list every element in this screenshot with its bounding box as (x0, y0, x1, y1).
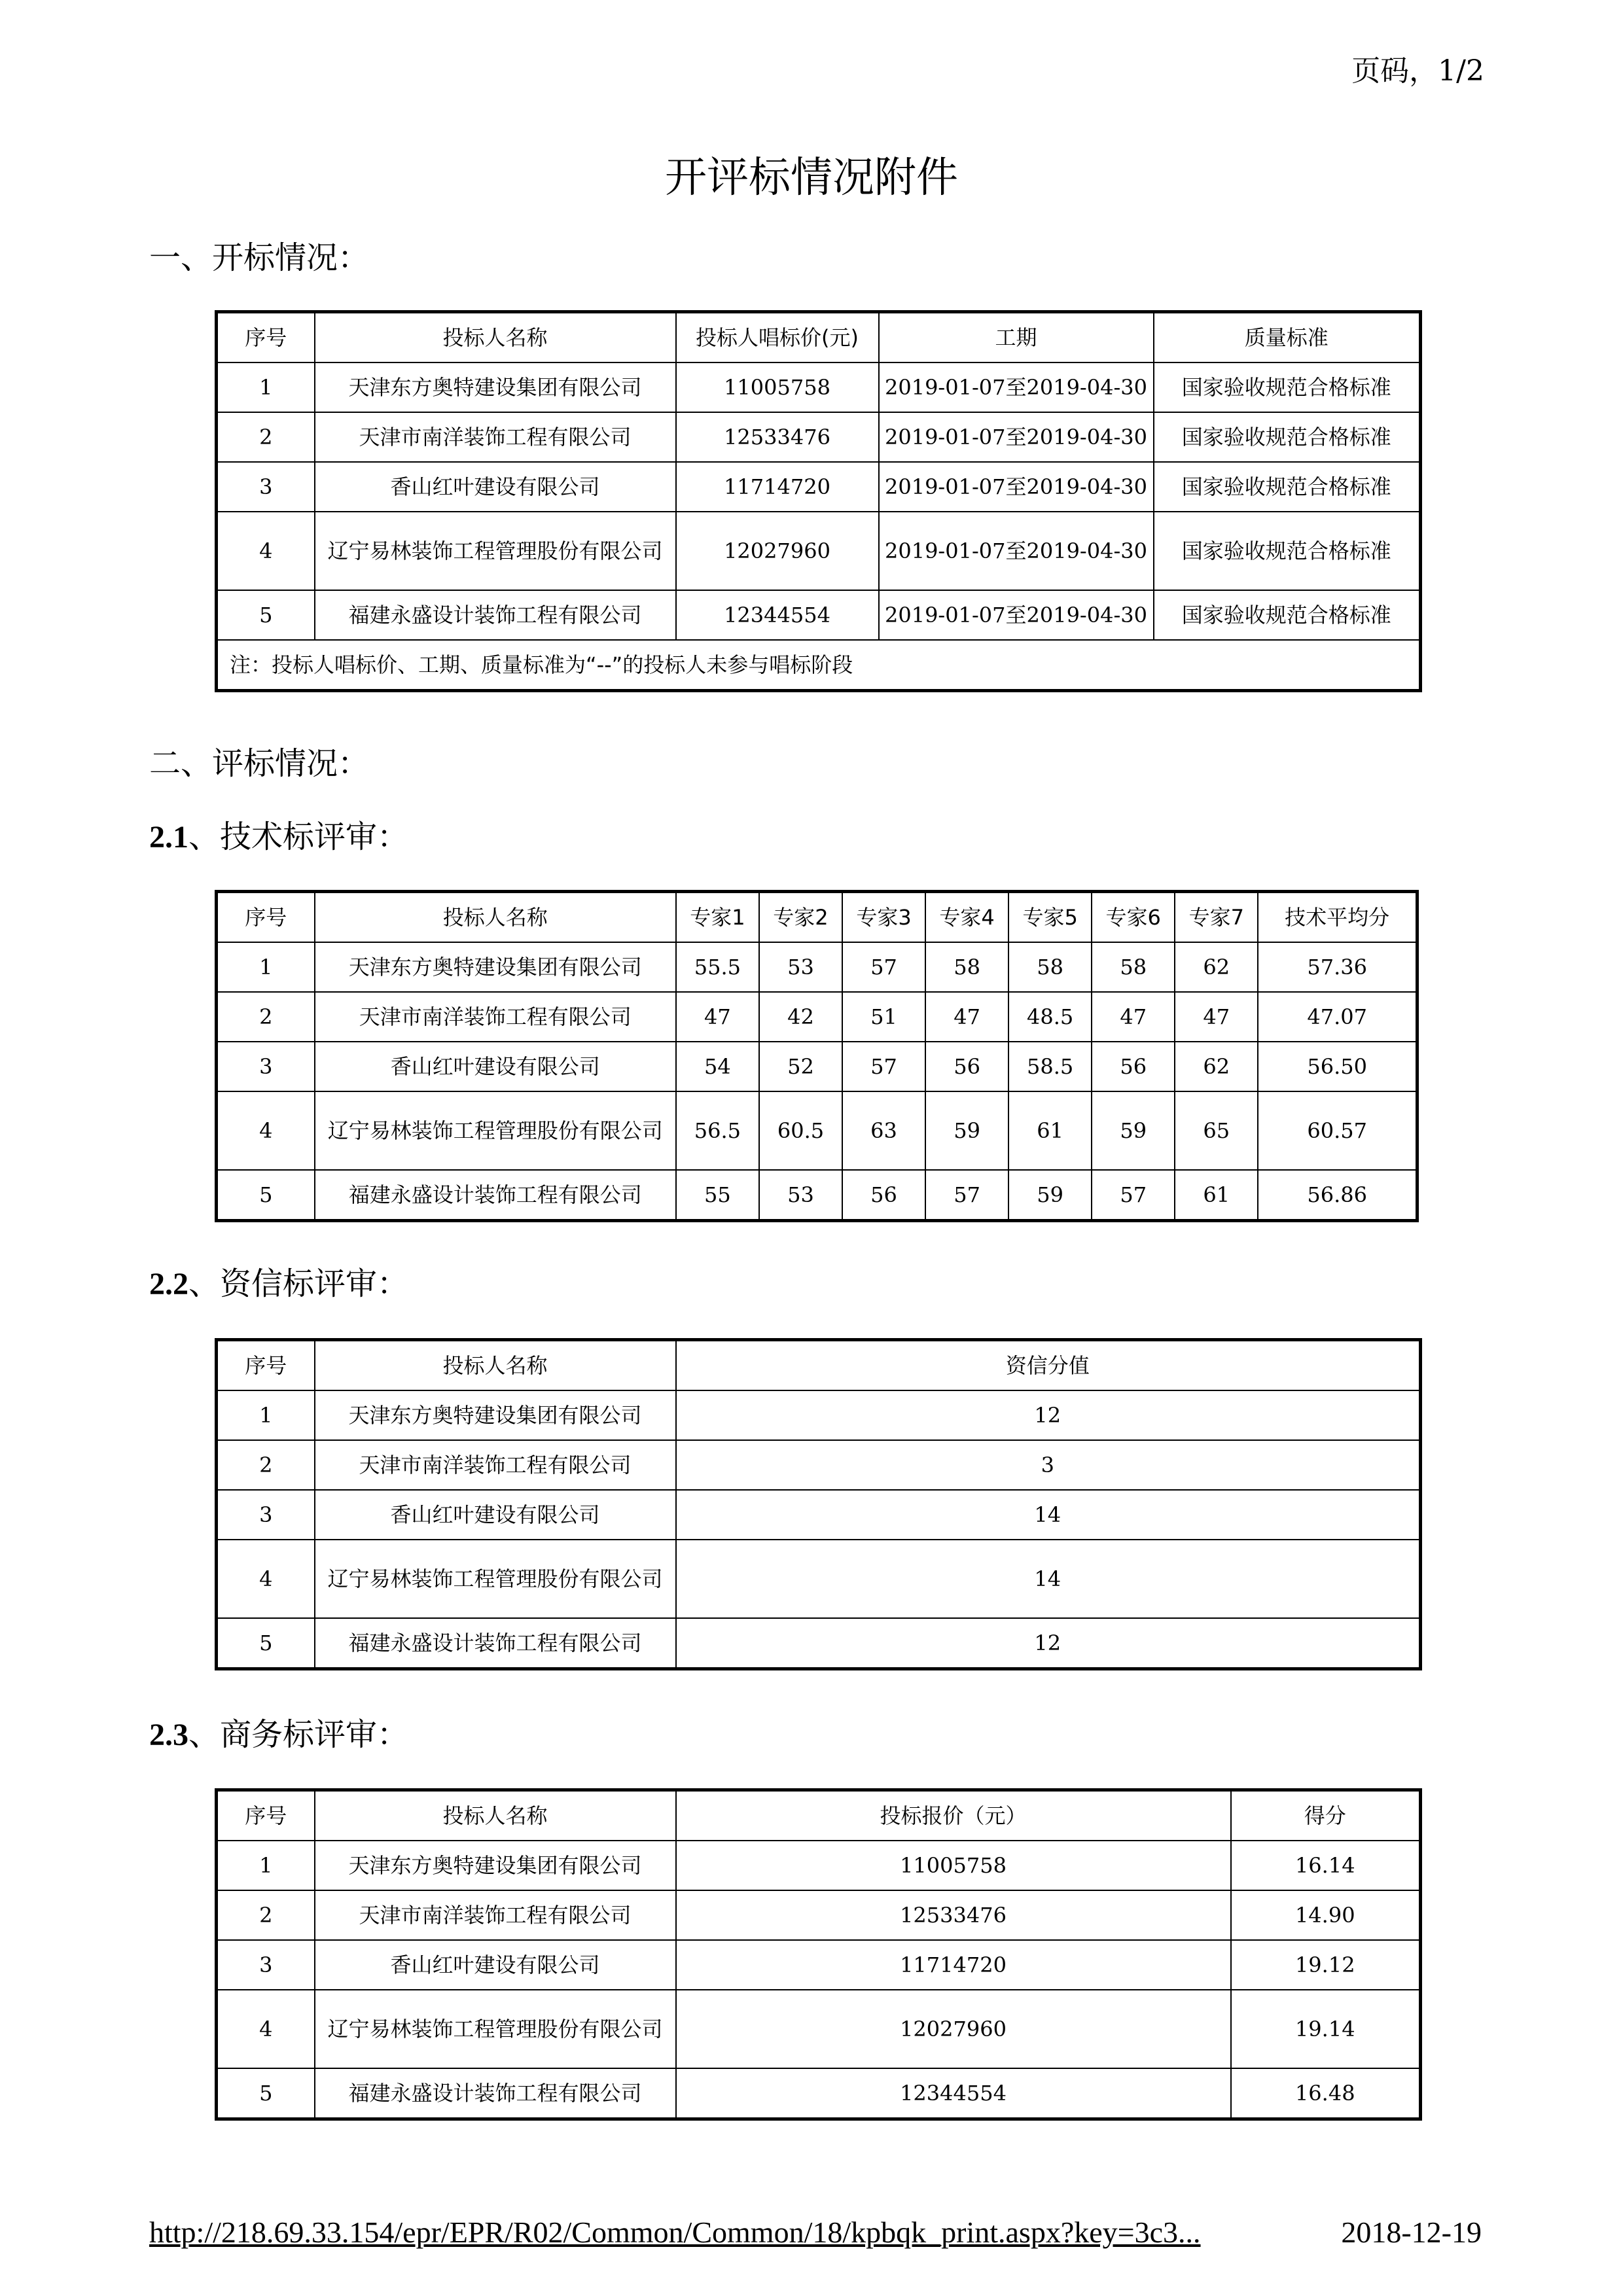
expert-score: 59 (925, 1091, 1008, 1170)
expert-score: 57 (842, 1042, 925, 1091)
expert-score: 42 (759, 992, 842, 1042)
expert-score: 57 (1092, 1170, 1175, 1221)
row-number: 1 (217, 362, 315, 412)
commercial-score: 14.90 (1231, 1890, 1421, 1940)
expert-score: 58 (925, 942, 1008, 992)
column-header: 专家3 (842, 892, 925, 943)
table-row (217, 512, 1421, 590)
section2-heading: 二、评标情况： (149, 745, 370, 782)
expert-score: 47 (1092, 992, 1175, 1042)
bidder-name: 天津东方奥特建设集团有限公司 (315, 362, 676, 412)
bid-price: 12533476 (676, 1890, 1231, 1940)
row-number: 4 (217, 1990, 315, 2068)
technical-average: 57.36 (1258, 942, 1417, 992)
expert-score: 56 (925, 1042, 1008, 1091)
bid-price: 12533476 (676, 412, 879, 462)
table-row (217, 362, 1421, 412)
construction-period: 2019-01-07至2019-04-30 (879, 590, 1154, 640)
table-row (217, 1990, 1421, 2068)
quality-standard: 国家验收规范合格标准 (1154, 590, 1421, 640)
row-number: 2 (217, 412, 315, 462)
row-number: 4 (217, 1091, 315, 1170)
bid-price: 12344554 (676, 590, 879, 640)
quality-standard: 国家验收规范合格标准 (1154, 412, 1421, 462)
expert-score: 47 (925, 992, 1008, 1042)
bidder-name: 辽宁易林装饰工程管理股份有限公司 (315, 1091, 676, 1170)
section1-heading: 一、开标情况： (149, 239, 370, 276)
credit-review-table (215, 1338, 1422, 1670)
column-header: 专家2 (759, 892, 842, 943)
row-number: 2 (217, 1890, 315, 1940)
section23-heading (149, 1709, 408, 1754)
expert-score: 61 (1175, 1170, 1258, 1221)
column-header: 专家4 (925, 892, 1008, 943)
construction-period: 2019-01-07至2019-04-30 (879, 412, 1154, 462)
row-number: 4 (217, 1540, 315, 1618)
commercial-review-table (215, 1788, 1422, 2121)
column-header: 投标人名称 (315, 1340, 676, 1391)
technical-review-table (215, 890, 1419, 1222)
expert-score: 48.5 (1008, 992, 1092, 1042)
bid-price: 11714720 (676, 462, 879, 512)
expert-score: 51 (842, 992, 925, 1042)
table-row (217, 1170, 1418, 1221)
column-header: 专家1 (676, 892, 759, 943)
column-header: 技术平均分 (1258, 892, 1417, 943)
print-date: 2018-12-19 (1341, 2216, 1482, 2249)
table-row (217, 590, 1421, 640)
column-header: 专家5 (1008, 892, 1092, 943)
section22-heading (149, 1258, 408, 1303)
section-number: 2.3 (149, 1718, 188, 1752)
construction-period: 2019-01-07至2019-04-30 (879, 512, 1154, 590)
row-number: 3 (217, 462, 315, 512)
table-row (217, 992, 1418, 1042)
table-row (217, 1841, 1421, 1890)
commercial-score: 16.14 (1231, 1841, 1421, 1890)
section-number: 2.1 (149, 820, 188, 855)
bid-opening-table (215, 310, 1422, 692)
table-row (217, 1091, 1418, 1170)
bid-price: 12027960 (676, 512, 879, 590)
row-number: 3 (217, 1042, 315, 1091)
section-number: 2.2 (149, 1267, 188, 1301)
column-header: 投标人名称 (315, 892, 676, 943)
row-number: 1 (217, 942, 315, 992)
column-header: 资信分值 (676, 1340, 1421, 1391)
table-note: 注：投标人唱标价、工期、质量标准为“--”的投标人未参与唱标阶段 (217, 640, 1421, 691)
column-header: 序号 (217, 892, 315, 943)
expert-score: 57 (842, 942, 925, 992)
table-row (217, 462, 1421, 512)
technical-average: 60.57 (1258, 1091, 1417, 1170)
expert-score: 53 (759, 1170, 842, 1221)
bidder-name: 福建永盛设计装饰工程有限公司 (315, 590, 676, 640)
column-header: 专家7 (1175, 892, 1258, 943)
row-number: 5 (217, 590, 315, 640)
bidder-name: 天津东方奥特建设集团有限公司 (315, 942, 676, 992)
expert-score: 55.5 (676, 942, 759, 992)
expert-score: 47 (1175, 992, 1258, 1042)
row-number: 5 (217, 1170, 315, 1221)
bid-price: 11714720 (676, 1940, 1231, 1990)
bidder-name: 天津东方奥特建设集团有限公司 (315, 1841, 676, 1890)
row-number: 2 (217, 992, 315, 1042)
table-row (217, 412, 1421, 462)
column-header: 投标报价（元） (676, 1790, 1231, 1841)
credit-score: 12 (676, 1390, 1421, 1440)
construction-period: 2019-01-07至2019-04-30 (879, 362, 1154, 412)
bidder-name: 天津东方奥特建设集团有限公司 (315, 1390, 676, 1440)
bidder-name: 香山红叶建设有限公司 (315, 462, 676, 512)
credit-score: 14 (676, 1540, 1421, 1618)
bidder-name: 福建永盛设计装饰工程有限公司 (315, 2068, 676, 2119)
expert-score: 58 (1092, 942, 1175, 992)
row-number: 1 (217, 1841, 315, 1890)
credit-score: 14 (676, 1490, 1421, 1540)
bidder-name: 天津市南洋装饰工程有限公司 (315, 1890, 676, 1940)
technical-average: 56.50 (1258, 1042, 1417, 1091)
column-header: 序号 (217, 1790, 315, 1841)
section-title: 、技术标评审： (188, 819, 409, 855)
bid-price: 12027960 (676, 1990, 1231, 2068)
table-row (217, 2068, 1421, 2119)
bidder-name: 香山红叶建设有限公司 (315, 1940, 676, 1990)
bidder-name: 辽宁易林装饰工程管理股份有限公司 (315, 512, 676, 590)
expert-score: 56.5 (676, 1091, 759, 1170)
expert-score: 58 (1008, 942, 1092, 992)
column-header: 质量标准 (1154, 312, 1421, 363)
expert-score: 52 (759, 1042, 842, 1091)
commercial-score: 16.48 (1231, 2068, 1421, 2119)
expert-score: 62 (1175, 1042, 1258, 1091)
table-row (217, 1540, 1421, 1618)
row-number: 3 (217, 1490, 315, 1540)
column-header: 工期 (879, 312, 1154, 363)
expert-score: 57 (925, 1170, 1008, 1221)
commercial-score: 19.12 (1231, 1940, 1421, 1990)
commercial-score: 19.14 (1231, 1990, 1421, 2068)
column-header: 投标人唱标价(元) (676, 312, 879, 363)
table-row (217, 942, 1418, 992)
bidder-name: 天津市南洋装饰工程有限公司 (315, 992, 676, 1042)
table-row (217, 1390, 1421, 1440)
table-row (217, 1042, 1418, 1091)
bidder-name: 辽宁易林装饰工程管理股份有限公司 (315, 1540, 676, 1618)
expert-score: 56 (1092, 1042, 1175, 1091)
source-url-link[interactable]: http://218.69.33.154/epr/EPR/R02/Common/Common/18/kpbqk_print.aspx?key=3c3... (149, 2216, 1201, 2249)
bidder-name: 香山红叶建设有限公司 (315, 1042, 676, 1091)
bidder-name: 天津市南洋装饰工程有限公司 (315, 412, 676, 462)
table-row (217, 1490, 1421, 1540)
column-header: 序号 (217, 1340, 315, 1391)
column-header: 投标人名称 (315, 312, 676, 363)
section-title: 、资信标评审： (188, 1265, 409, 1302)
credit-score: 3 (676, 1440, 1421, 1490)
expert-score: 59 (1008, 1170, 1092, 1221)
bidder-name: 辽宁易林装饰工程管理股份有限公司 (315, 1990, 676, 2068)
row-number: 2 (217, 1440, 315, 1490)
expert-score: 59 (1092, 1091, 1175, 1170)
quality-standard: 国家验收规范合格标准 (1154, 362, 1421, 412)
section21-heading (149, 811, 408, 857)
expert-score: 55 (676, 1170, 759, 1221)
page-number: 页码，1/2 (1351, 54, 1484, 88)
quality-standard: 国家验收规范合格标准 (1154, 512, 1421, 590)
expert-score: 53 (759, 942, 842, 992)
expert-score: 65 (1175, 1091, 1258, 1170)
bid-price: 12344554 (676, 2068, 1231, 2119)
bid-price: 11005758 (676, 1841, 1231, 1890)
row-number: 4 (217, 512, 315, 590)
bid-price: 11005758 (676, 362, 879, 412)
bidder-name: 香山红叶建设有限公司 (315, 1490, 676, 1540)
column-header: 专家6 (1092, 892, 1175, 943)
credit-score: 12 (676, 1618, 1421, 1669)
expert-score: 58.5 (1008, 1042, 1092, 1091)
table-row (217, 1440, 1421, 1490)
column-header: 序号 (217, 312, 315, 363)
expert-score: 62 (1175, 942, 1258, 992)
table-row (217, 1940, 1421, 1990)
bidder-name: 福建永盛设计装饰工程有限公司 (315, 1170, 676, 1221)
table-row (217, 1890, 1421, 1940)
expert-score: 61 (1008, 1091, 1092, 1170)
document-title: 开评标情况附件 (665, 154, 958, 202)
technical-average: 47.07 (1258, 992, 1417, 1042)
bidder-name: 天津市南洋装饰工程有限公司 (315, 1440, 676, 1490)
expert-score: 63 (842, 1091, 925, 1170)
column-header: 得分 (1231, 1790, 1421, 1841)
column-header: 投标人名称 (315, 1790, 676, 1841)
expert-score: 56 (842, 1170, 925, 1221)
quality-standard: 国家验收规范合格标准 (1154, 462, 1421, 512)
technical-average: 56.86 (1258, 1170, 1417, 1221)
row-number: 5 (217, 1618, 315, 1669)
table-row (217, 1618, 1421, 1669)
expert-score: 54 (676, 1042, 759, 1091)
expert-score: 60.5 (759, 1091, 842, 1170)
row-number: 3 (217, 1940, 315, 1990)
row-number: 5 (217, 2068, 315, 2119)
section-title: 、商务标评审： (188, 1716, 409, 1753)
bidder-name: 福建永盛设计装饰工程有限公司 (315, 1618, 676, 1669)
row-number: 1 (217, 1390, 315, 1440)
expert-score: 47 (676, 992, 759, 1042)
construction-period: 2019-01-07至2019-04-30 (879, 462, 1154, 512)
